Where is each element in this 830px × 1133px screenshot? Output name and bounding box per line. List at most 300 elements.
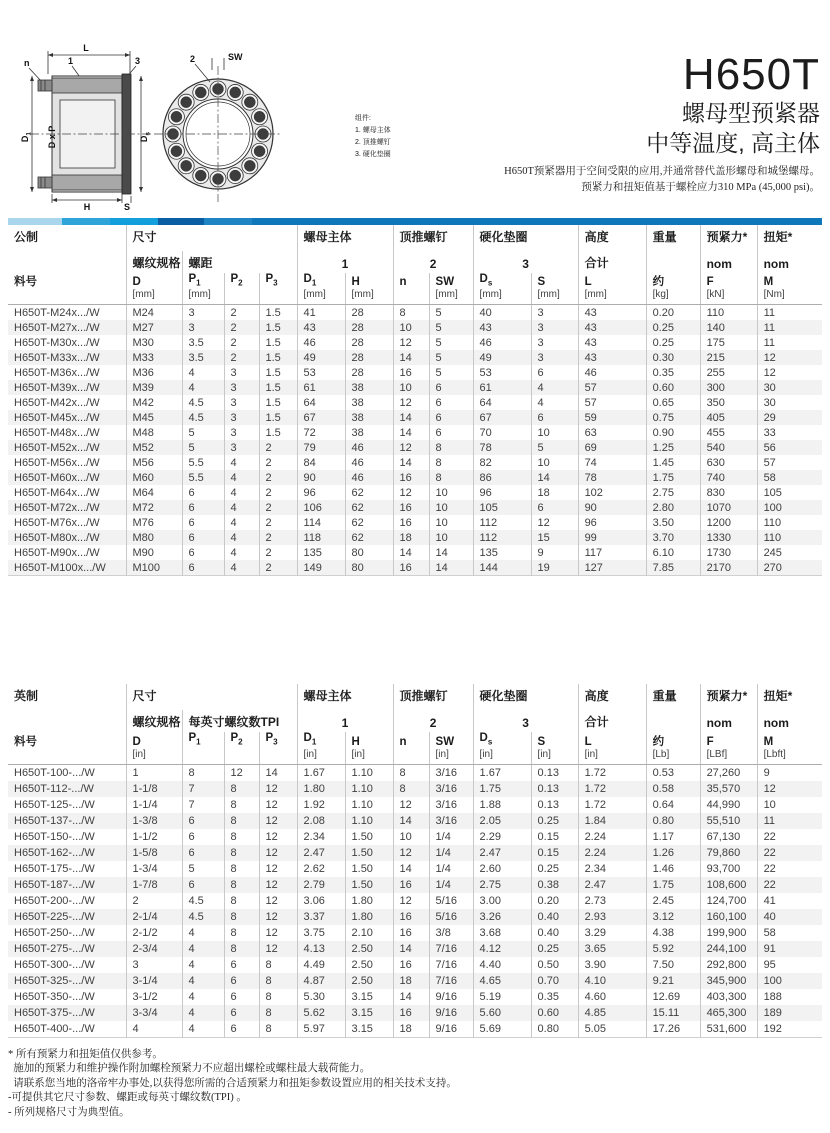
data-cell: 1.50 <box>345 877 393 893</box>
data-cell: 0.80 <box>646 813 700 829</box>
part-number-cell: H650T-M60x.../W <box>14 471 100 484</box>
data-cell: 2 <box>259 500 297 515</box>
part-number-cell: H650T-100-.../W <box>14 766 95 779</box>
data-cell: 199,900 <box>700 925 757 941</box>
data-cell: 4 <box>182 1005 224 1021</box>
data-cell: 12 <box>259 909 297 925</box>
data-cell: 105 <box>473 500 531 515</box>
dim-label-L: L <box>83 43 89 53</box>
data-cell: 12 <box>531 515 578 530</box>
table-row <box>8 500 822 515</box>
data-cell: 33 <box>757 425 822 440</box>
data-cell: 6 <box>182 560 224 576</box>
data-cell: 1.10 <box>345 797 393 813</box>
data-cell: 3.90 <box>578 957 646 973</box>
data-cell: 1-1/8 <box>126 781 182 797</box>
table-row <box>8 893 822 909</box>
data-cell: 2.80 <box>646 500 700 515</box>
column-header: $P_1$ <box>182 732 224 764</box>
data-cell: 1.88 <box>473 797 531 813</box>
data-cell: 44,990 <box>700 797 757 813</box>
data-cell: 43 <box>297 320 345 335</box>
data-cell: 3 <box>224 380 259 395</box>
part-number-cell: H650T-M36x.../W <box>14 366 100 379</box>
table-row <box>8 877 822 893</box>
data-cell: 1.5 <box>259 320 297 335</box>
table-row <box>8 440 822 455</box>
data-cell: 91 <box>757 941 822 957</box>
data-cell: 10 <box>393 380 429 395</box>
data-cell: 0.35 <box>646 365 700 380</box>
legend-item: 3. 硬化垫圈 <box>355 151 391 158</box>
table-row <box>8 470 822 485</box>
imperial-section <box>8 684 822 1037</box>
data-cell: 2170 <box>700 560 757 576</box>
data-cell: 2 <box>259 545 297 560</box>
data-cell: 1-1/4 <box>126 797 182 813</box>
product-description <box>438 164 820 196</box>
footnote-line: -可提供其它尺寸参数、螺距或每英寸螺纹数(TPI) 。 <box>8 1092 247 1104</box>
data-cell: 4.13 <box>297 941 345 957</box>
data-cell: 0.75 <box>646 410 700 425</box>
data-cell: 3 <box>224 440 259 455</box>
data-cell: 0.40 <box>531 909 578 925</box>
column-group-label <box>8 251 126 273</box>
data-cell: M80 <box>126 530 182 545</box>
data-cell: 1.72 <box>578 781 646 797</box>
table-row <box>8 845 822 861</box>
data-cell: 4 <box>224 455 259 470</box>
data-cell: 8 <box>429 470 473 485</box>
data-cell: 2.24 <box>578 829 646 845</box>
data-cell: 0.60 <box>531 1005 578 1021</box>
data-cell: 29 <box>757 410 822 425</box>
data-cell: 9 <box>531 545 578 560</box>
data-cell: 5 <box>429 305 473 321</box>
data-cell: 18 <box>531 485 578 500</box>
data-cell: 1.80 <box>297 781 345 797</box>
data-cell: 0.13 <box>531 764 578 781</box>
data-cell: 403,300 <box>700 989 757 1005</box>
data-cell: 10 <box>429 500 473 515</box>
part-number-cell: H650T-137-.../W <box>14 814 95 827</box>
table-row <box>8 545 822 560</box>
data-cell: 12 <box>259 797 297 813</box>
data-cell: 3/16 <box>429 781 473 797</box>
data-cell: 1.80 <box>345 893 393 909</box>
column-group-label: 螺距 <box>182 251 297 273</box>
data-cell: 57 <box>578 395 646 410</box>
data-cell: 10 <box>429 515 473 530</box>
data-cell: 22 <box>757 845 822 861</box>
data-cell: M72 <box>126 500 182 515</box>
data-cell: 5/16 <box>429 893 473 909</box>
data-cell: 4.40 <box>473 957 531 973</box>
data-cell: 3.37 <box>297 909 345 925</box>
data-cell: 43 <box>473 320 531 335</box>
data-cell: 8 <box>224 781 259 797</box>
data-cell: 10 <box>393 320 429 335</box>
data-cell: 16 <box>393 365 429 380</box>
data-cell: 100 <box>757 500 822 515</box>
data-cell: 1.67 <box>473 764 531 781</box>
data-cell: 1-5/8 <box>126 845 182 861</box>
table-row <box>8 305 822 321</box>
part-number-cell: H650T-325-.../W <box>14 974 95 987</box>
data-cell: 8 <box>393 764 429 781</box>
column-header: $D_1$ [mm] <box>297 273 345 305</box>
data-cell: 2.34 <box>578 861 646 877</box>
data-cell: 0.60 <box>646 380 700 395</box>
data-cell: 2.73 <box>578 893 646 909</box>
column-group-label: 1 <box>297 251 393 273</box>
column-group-label: 螺纹规格 <box>126 710 182 732</box>
data-cell: 1.50 <box>345 861 393 877</box>
data-cell: 4 <box>182 925 224 941</box>
table-row <box>8 530 822 545</box>
data-cell: 74 <box>578 455 646 470</box>
data-cell: 27,260 <box>700 764 757 781</box>
description-line: H650T预紧器用于空间受限的应用,并通常替代盖形螺母和城堡螺母。 <box>504 166 820 177</box>
data-cell: 1330 <box>700 530 757 545</box>
data-cell: 6 <box>429 380 473 395</box>
column-group-label: 螺纹规格 <box>126 251 182 273</box>
column-header: D [in] <box>126 732 182 764</box>
data-cell: 6 <box>224 957 259 973</box>
data-cell: 8 <box>182 764 224 781</box>
data-cell: 1.84 <box>578 813 646 829</box>
data-cell: M30 <box>126 335 182 350</box>
data-cell: 8 <box>259 1005 297 1021</box>
column-header: $P_2$ <box>224 273 259 305</box>
data-cell: 12 <box>259 845 297 861</box>
data-cell: 0.15 <box>531 829 578 845</box>
data-cell: 82 <box>473 455 531 470</box>
data-cell: 9.21 <box>646 973 700 989</box>
data-cell: 14 <box>393 410 429 425</box>
data-cell: M76 <box>126 515 182 530</box>
table-row <box>8 350 822 365</box>
column-header: $P_2$ <box>224 732 259 764</box>
data-cell: 2-3/4 <box>126 941 182 957</box>
data-cell: 4.87 <box>297 973 345 989</box>
data-cell: 0.80 <box>531 1021 578 1038</box>
data-cell: 245 <box>757 545 822 560</box>
data-cell: 55,510 <box>700 813 757 829</box>
column-group-label: 重量 <box>646 225 700 251</box>
data-cell: 1.5 <box>259 335 297 350</box>
data-cell: 12 <box>393 395 429 410</box>
column-group-label: nom <box>700 251 757 273</box>
data-cell: 2.45 <box>646 893 700 909</box>
data-cell: 80 <box>345 560 393 576</box>
data-cell: 18 <box>393 973 429 989</box>
data-cell: 3.15 <box>345 989 393 1005</box>
data-cell: 3.06 <box>297 893 345 909</box>
data-cell: 6 <box>182 845 224 861</box>
data-cell: 15.11 <box>646 1005 700 1021</box>
data-cell: 96 <box>578 515 646 530</box>
column-group-label: 合计 <box>578 251 646 273</box>
table-row <box>8 973 822 989</box>
part-number-cell: H650T-M90x.../W <box>14 546 100 559</box>
data-cell: 22 <box>757 861 822 877</box>
data-cell: 0.35 <box>531 989 578 1005</box>
data-cell: 8 <box>259 989 297 1005</box>
column-header: $D_s$ [mm] <box>473 273 531 305</box>
data-cell: M27 <box>126 320 182 335</box>
column-group-label: 2 <box>393 710 473 732</box>
data-cell: 40 <box>757 909 822 925</box>
footnote-line: 请联系您当地的洛帝牢办事处,以获得您所需的合适预紧力和扭矩参数设置应用的相关技术支持。 <box>8 1077 457 1089</box>
table-row <box>8 829 822 845</box>
data-cell: 2.79 <box>297 877 345 893</box>
data-cell: 102 <box>578 485 646 500</box>
column-header: $P_3$ <box>259 732 297 764</box>
header-color-strip <box>8 218 822 225</box>
data-cell: 5/16 <box>429 909 473 925</box>
column-header: S [in] <box>531 732 578 764</box>
data-cell: 90 <box>578 500 646 515</box>
data-cell: 90 <box>297 470 345 485</box>
column-group-label: 顶推螺钉 <box>393 225 473 251</box>
data-cell: 28 <box>345 320 393 335</box>
column-group-label: 高度 <box>578 684 646 710</box>
data-cell: 1.46 <box>646 861 700 877</box>
data-cell: 0.50 <box>531 957 578 973</box>
column-header: n <box>393 732 429 764</box>
column-header: 约 [kg] <box>646 273 700 305</box>
data-cell: 5.92 <box>646 941 700 957</box>
data-cell: 3 <box>224 425 259 440</box>
data-cell: 28 <box>345 305 393 321</box>
part-number-cell: H650T-112-.../W <box>14 782 94 795</box>
data-cell: 0.13 <box>531 797 578 813</box>
data-cell: 1.72 <box>578 764 646 781</box>
data-cell: 30 <box>757 395 822 410</box>
data-cell: 12 <box>259 893 297 909</box>
data-cell: 14 <box>393 989 429 1005</box>
data-cell: 61 <box>297 380 345 395</box>
data-cell: 1.80 <box>345 909 393 925</box>
data-cell: 1.5 <box>259 380 297 395</box>
column-header: F [LBf] <box>700 732 757 764</box>
table-row <box>8 515 822 530</box>
data-cell: 4 <box>182 989 224 1005</box>
data-cell: 12 <box>757 350 822 365</box>
column-header: $P_3$ <box>259 273 297 305</box>
data-cell: 12 <box>757 365 822 380</box>
column-header: H [in] <box>345 732 393 764</box>
data-cell: 18 <box>393 530 429 545</box>
data-cell: 4.5 <box>182 909 224 925</box>
data-cell: 6 <box>182 545 224 560</box>
data-cell: 1-3/4 <box>126 861 182 877</box>
data-cell: 830 <box>700 485 757 500</box>
metric-section <box>8 225 822 576</box>
column-header: L [in] <box>578 732 646 764</box>
part-number-cell: H650T-350-.../W <box>14 990 95 1003</box>
data-cell: 14 <box>393 425 429 440</box>
data-cell: 3 <box>531 320 578 335</box>
data-cell: 1-3/8 <box>126 813 182 829</box>
data-cell: 2 <box>259 530 297 545</box>
part-number-cell: H650T-M72x.../W <box>14 501 100 514</box>
title-block <box>438 8 822 214</box>
data-cell: 2.47 <box>473 845 531 861</box>
data-cell: 2.29 <box>473 829 531 845</box>
data-cell: 6 <box>531 410 578 425</box>
column-group-label: 重量 <box>646 684 700 710</box>
table-row <box>8 861 822 877</box>
data-cell: 2.75 <box>473 877 531 893</box>
data-cell: 62 <box>345 530 393 545</box>
column-header: H [mm] <box>345 273 393 305</box>
data-cell: 53 <box>473 365 531 380</box>
data-cell: 7.85 <box>646 560 700 576</box>
part-number-cell: H650T-M100x.../W <box>14 561 106 574</box>
column-group-label: 预紧力* <box>700 225 757 251</box>
data-cell: 96 <box>473 485 531 500</box>
data-cell: 108,600 <box>700 877 757 893</box>
column-group-label: nom <box>757 251 822 273</box>
data-cell: 4.5 <box>182 893 224 909</box>
data-cell: 0.20 <box>531 893 578 909</box>
data-cell: 3 <box>224 395 259 410</box>
data-cell: 8 <box>224 845 259 861</box>
strip-segment <box>158 218 204 225</box>
jackscrew-icon <box>230 170 241 181</box>
data-cell: 188 <box>757 989 822 1005</box>
data-cell: 8 <box>224 893 259 909</box>
data-cell: 4 <box>224 500 259 515</box>
jackscrew-icon <box>195 170 206 181</box>
data-cell: 8 <box>224 797 259 813</box>
data-cell: 4 <box>182 957 224 973</box>
data-cell: M45 <box>126 410 182 425</box>
data-cell: 12 <box>393 893 429 909</box>
column-group-label: 3 <box>473 251 578 273</box>
data-cell: 8 <box>259 1021 297 1038</box>
data-cell: 11 <box>757 320 822 335</box>
data-cell: 59 <box>578 410 646 425</box>
data-cell: 1.26 <box>646 845 700 861</box>
data-cell: 270 <box>757 560 822 576</box>
table-row <box>8 365 822 380</box>
part-number-cell: H650T-300-.../W <box>14 958 95 971</box>
data-cell: 5 <box>429 365 473 380</box>
data-cell: 14 <box>393 861 429 877</box>
data-cell: 46 <box>345 455 393 470</box>
part-number-cell: H650T-187-.../W <box>14 878 95 891</box>
data-cell: 78 <box>578 470 646 485</box>
table-row <box>8 909 822 925</box>
part-number-cell: H650T-125-.../W <box>14 798 95 811</box>
data-cell: 0.58 <box>646 781 700 797</box>
data-cell: 5 <box>531 440 578 455</box>
column-header: $P_1$ [mm] <box>182 273 224 305</box>
jackscrew-icon <box>195 87 206 98</box>
data-cell: 53 <box>297 365 345 380</box>
data-cell: M42 <box>126 395 182 410</box>
data-cell: 0.53 <box>646 764 700 781</box>
data-cell: 11 <box>757 335 822 350</box>
technical-drawing <box>8 8 438 214</box>
part-number-cell: H650T-150-.../W <box>14 830 95 843</box>
data-cell: 28 <box>345 335 393 350</box>
data-cell: 192 <box>757 1021 822 1038</box>
data-cell: 345,900 <box>700 973 757 989</box>
data-cell: 2 <box>224 350 259 365</box>
data-cell: M56 <box>126 455 182 470</box>
data-cell: 5 <box>429 335 473 350</box>
column-header: n <box>393 273 429 305</box>
data-cell: 740 <box>700 470 757 485</box>
table-row <box>8 1021 822 1038</box>
column-group-label: nom <box>757 710 822 732</box>
column-group-label: 尺寸 <box>126 225 297 251</box>
data-cell: 80 <box>345 545 393 560</box>
data-cell: 5 <box>429 320 473 335</box>
data-cell: 1.5 <box>259 350 297 365</box>
data-cell: 67,130 <box>700 829 757 845</box>
data-cell: 3.70 <box>646 530 700 545</box>
data-cell: 8 <box>393 305 429 321</box>
data-cell: 4 <box>182 973 224 989</box>
data-cell: 3.15 <box>345 1005 393 1021</box>
data-cell: 63 <box>578 425 646 440</box>
data-cell: 3.75 <box>297 925 345 941</box>
data-cell: 2.10 <box>345 925 393 941</box>
column-header: 约 [Lb] <box>646 732 700 764</box>
data-cell: 1.25 <box>646 440 700 455</box>
table-row <box>8 813 822 829</box>
table-row <box>8 957 822 973</box>
data-cell: 4 <box>182 1021 224 1038</box>
data-cell: 1.75 <box>473 781 531 797</box>
front-view <box>154 52 282 202</box>
data-cell: 8 <box>224 909 259 925</box>
dim-label-S: S <box>123 202 131 212</box>
data-cell: 22 <box>757 877 822 893</box>
data-cell: 4 <box>224 545 259 560</box>
data-cell: 2.75 <box>646 485 700 500</box>
data-cell: 3.00 <box>473 893 531 909</box>
data-cell: 105 <box>757 485 822 500</box>
data-cell: 1-7/8 <box>126 877 182 893</box>
column-group-label: 尺寸 <box>126 684 297 710</box>
data-cell: 0.15 <box>531 845 578 861</box>
dim-label-H: H <box>83 202 91 212</box>
data-cell: 12 <box>757 781 822 797</box>
data-cell: 6 <box>224 1021 259 1038</box>
component-legend <box>355 113 391 158</box>
table-row <box>8 335 822 350</box>
data-cell: 110 <box>757 530 822 545</box>
data-cell: 2.47 <box>578 877 646 893</box>
data-cell: 9/16 <box>429 989 473 1005</box>
data-cell: 110 <box>757 515 822 530</box>
data-cell: 12 <box>259 925 297 941</box>
part-number-cell: H650T-M24x.../W <box>14 306 100 319</box>
data-cell: 46 <box>297 335 345 350</box>
data-cell: 1-1/2 <box>126 829 182 845</box>
data-cell: M90 <box>126 545 182 560</box>
dim-label-D1: $D_1$ <box>20 131 33 143</box>
product-variant: 中等温度, 高主体 <box>646 130 820 156</box>
data-cell: 12.69 <box>646 989 700 1005</box>
data-cell: 2.62 <box>297 861 345 877</box>
